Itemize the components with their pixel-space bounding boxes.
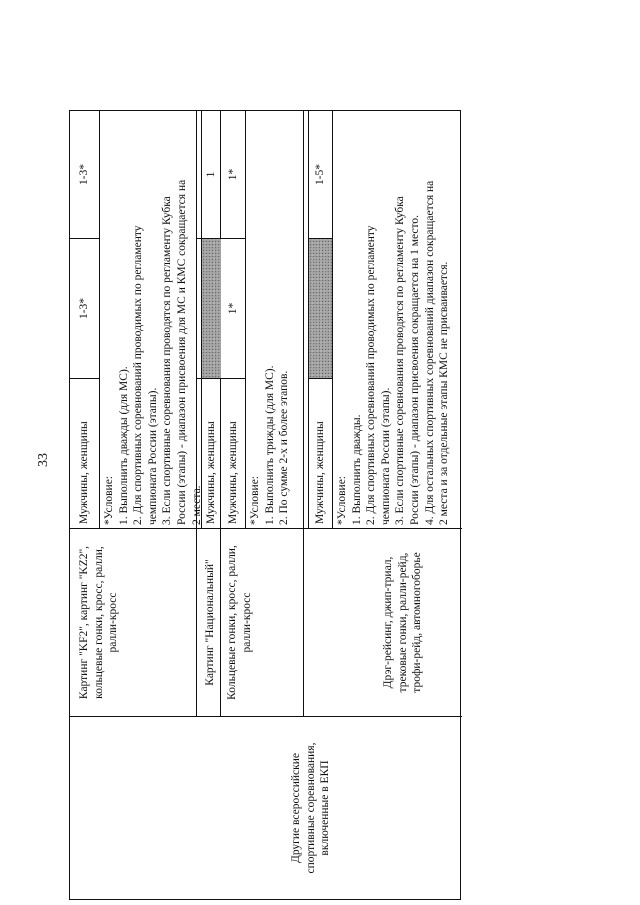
condition-row4-line-6: 4. Для остальных спортивных соревнований диапазон сокращается на	[423, 180, 436, 525]
condition-row4-line-7: 2 места и за отдельные этапы КМС не присваивается.	[438, 261, 451, 525]
category-text: Другие всероссийские спортивные соревнования, включенные в ЕКП	[290, 742, 332, 874]
condition-row1-line-3: чемпионата России (этапы).	[146, 387, 159, 525]
group-cell-row3: Мужчины, женщины	[226, 421, 239, 524]
condition-row1	[100, 111, 203, 528]
discipline-cell-national: Картинг "Национальный"	[204, 559, 217, 686]
condition-row1-line-5: России (этапы) - диапазон присвоения для МС и КМС сокращается на	[175, 179, 188, 525]
condition-row3	[246, 111, 303, 528]
qualification-table	[69, 110, 461, 900]
rotated-table-wrapper	[69, 110, 461, 900]
condition-row1-line-0: *Условие:	[103, 476, 115, 525]
condition-row3-line-2: 2. По сумме 2-х и более этапов.	[278, 370, 291, 525]
condition-row4-line-3: чемпионата России (этапы).	[379, 387, 392, 525]
page-number: 33	[36, 453, 51, 467]
condition-row1-line-6: 2 места.	[190, 485, 203, 525]
condition-row4-line-5: России (этапы) - диапазон присвоения сокращается на 1 место.	[408, 215, 421, 525]
shaded-cell-row4	[309, 239, 332, 378]
condition-row4	[333, 111, 460, 528]
discipline-text-circuit: Кольцевые гонки, кросс, ралли, ралли-кросс	[226, 545, 253, 700]
discipline-cell-circuit	[221, 529, 303, 716]
value-a-row1: 1-3*	[78, 297, 91, 320]
group-cell-row4: Мужчины, женщины	[314, 421, 327, 524]
value-a-row3: 1*	[221, 239, 245, 378]
discipline-cell-drag	[304, 529, 462, 716]
condition-row3-line-0: *Условие:	[249, 476, 261, 525]
discipline-text-kf2: Картинг "KF2", картинг "KZ2", кольцевые гонки, кросс, ралли, ралли-кросс	[78, 545, 120, 700]
value-b-row1: 1-3*	[78, 163, 91, 186]
condition-row3-line-1: 1. Выполнить трижды (для МС).	[263, 365, 276, 525]
condition-row4-line-0: *Условие:	[336, 476, 348, 525]
value-b-row4: 1-5*	[314, 163, 327, 186]
value-b-row3: 1*	[226, 168, 239, 181]
group-cell-row1: Мужчины, женщины	[78, 421, 91, 524]
condition-row1-line-4: 3. Если спортивные соревнования проводятся по регламенту Кубка	[161, 196, 174, 525]
category-cell	[70, 717, 462, 899]
condition-row4-line-2: 2. Для спортивных соревнований проводимых по регламенту	[365, 225, 378, 525]
group-cell-row2: Мужчины, женщины	[204, 421, 217, 524]
discipline-cell-kf2	[70, 529, 196, 716]
condition-row4-line-1: 1. Выполнить дважды.	[350, 414, 363, 525]
value-b-row2: 1	[204, 171, 217, 178]
condition-row4-line-4: 3. Если спортивные соревнования проводятся по регламенту Кубка	[394, 196, 407, 525]
condition-row1-line-2: 2. Для спортивных соревнований проводимых по регламенту	[132, 225, 145, 525]
discipline-text-drag: Дрэг-рейсинг, джип-триал, трековые гонки, ралли-рейд, трофи-рейд, автомногоборье	[382, 552, 424, 693]
condition-row1-line-1: 1. Выполнить дважды (для МС).	[117, 366, 130, 525]
